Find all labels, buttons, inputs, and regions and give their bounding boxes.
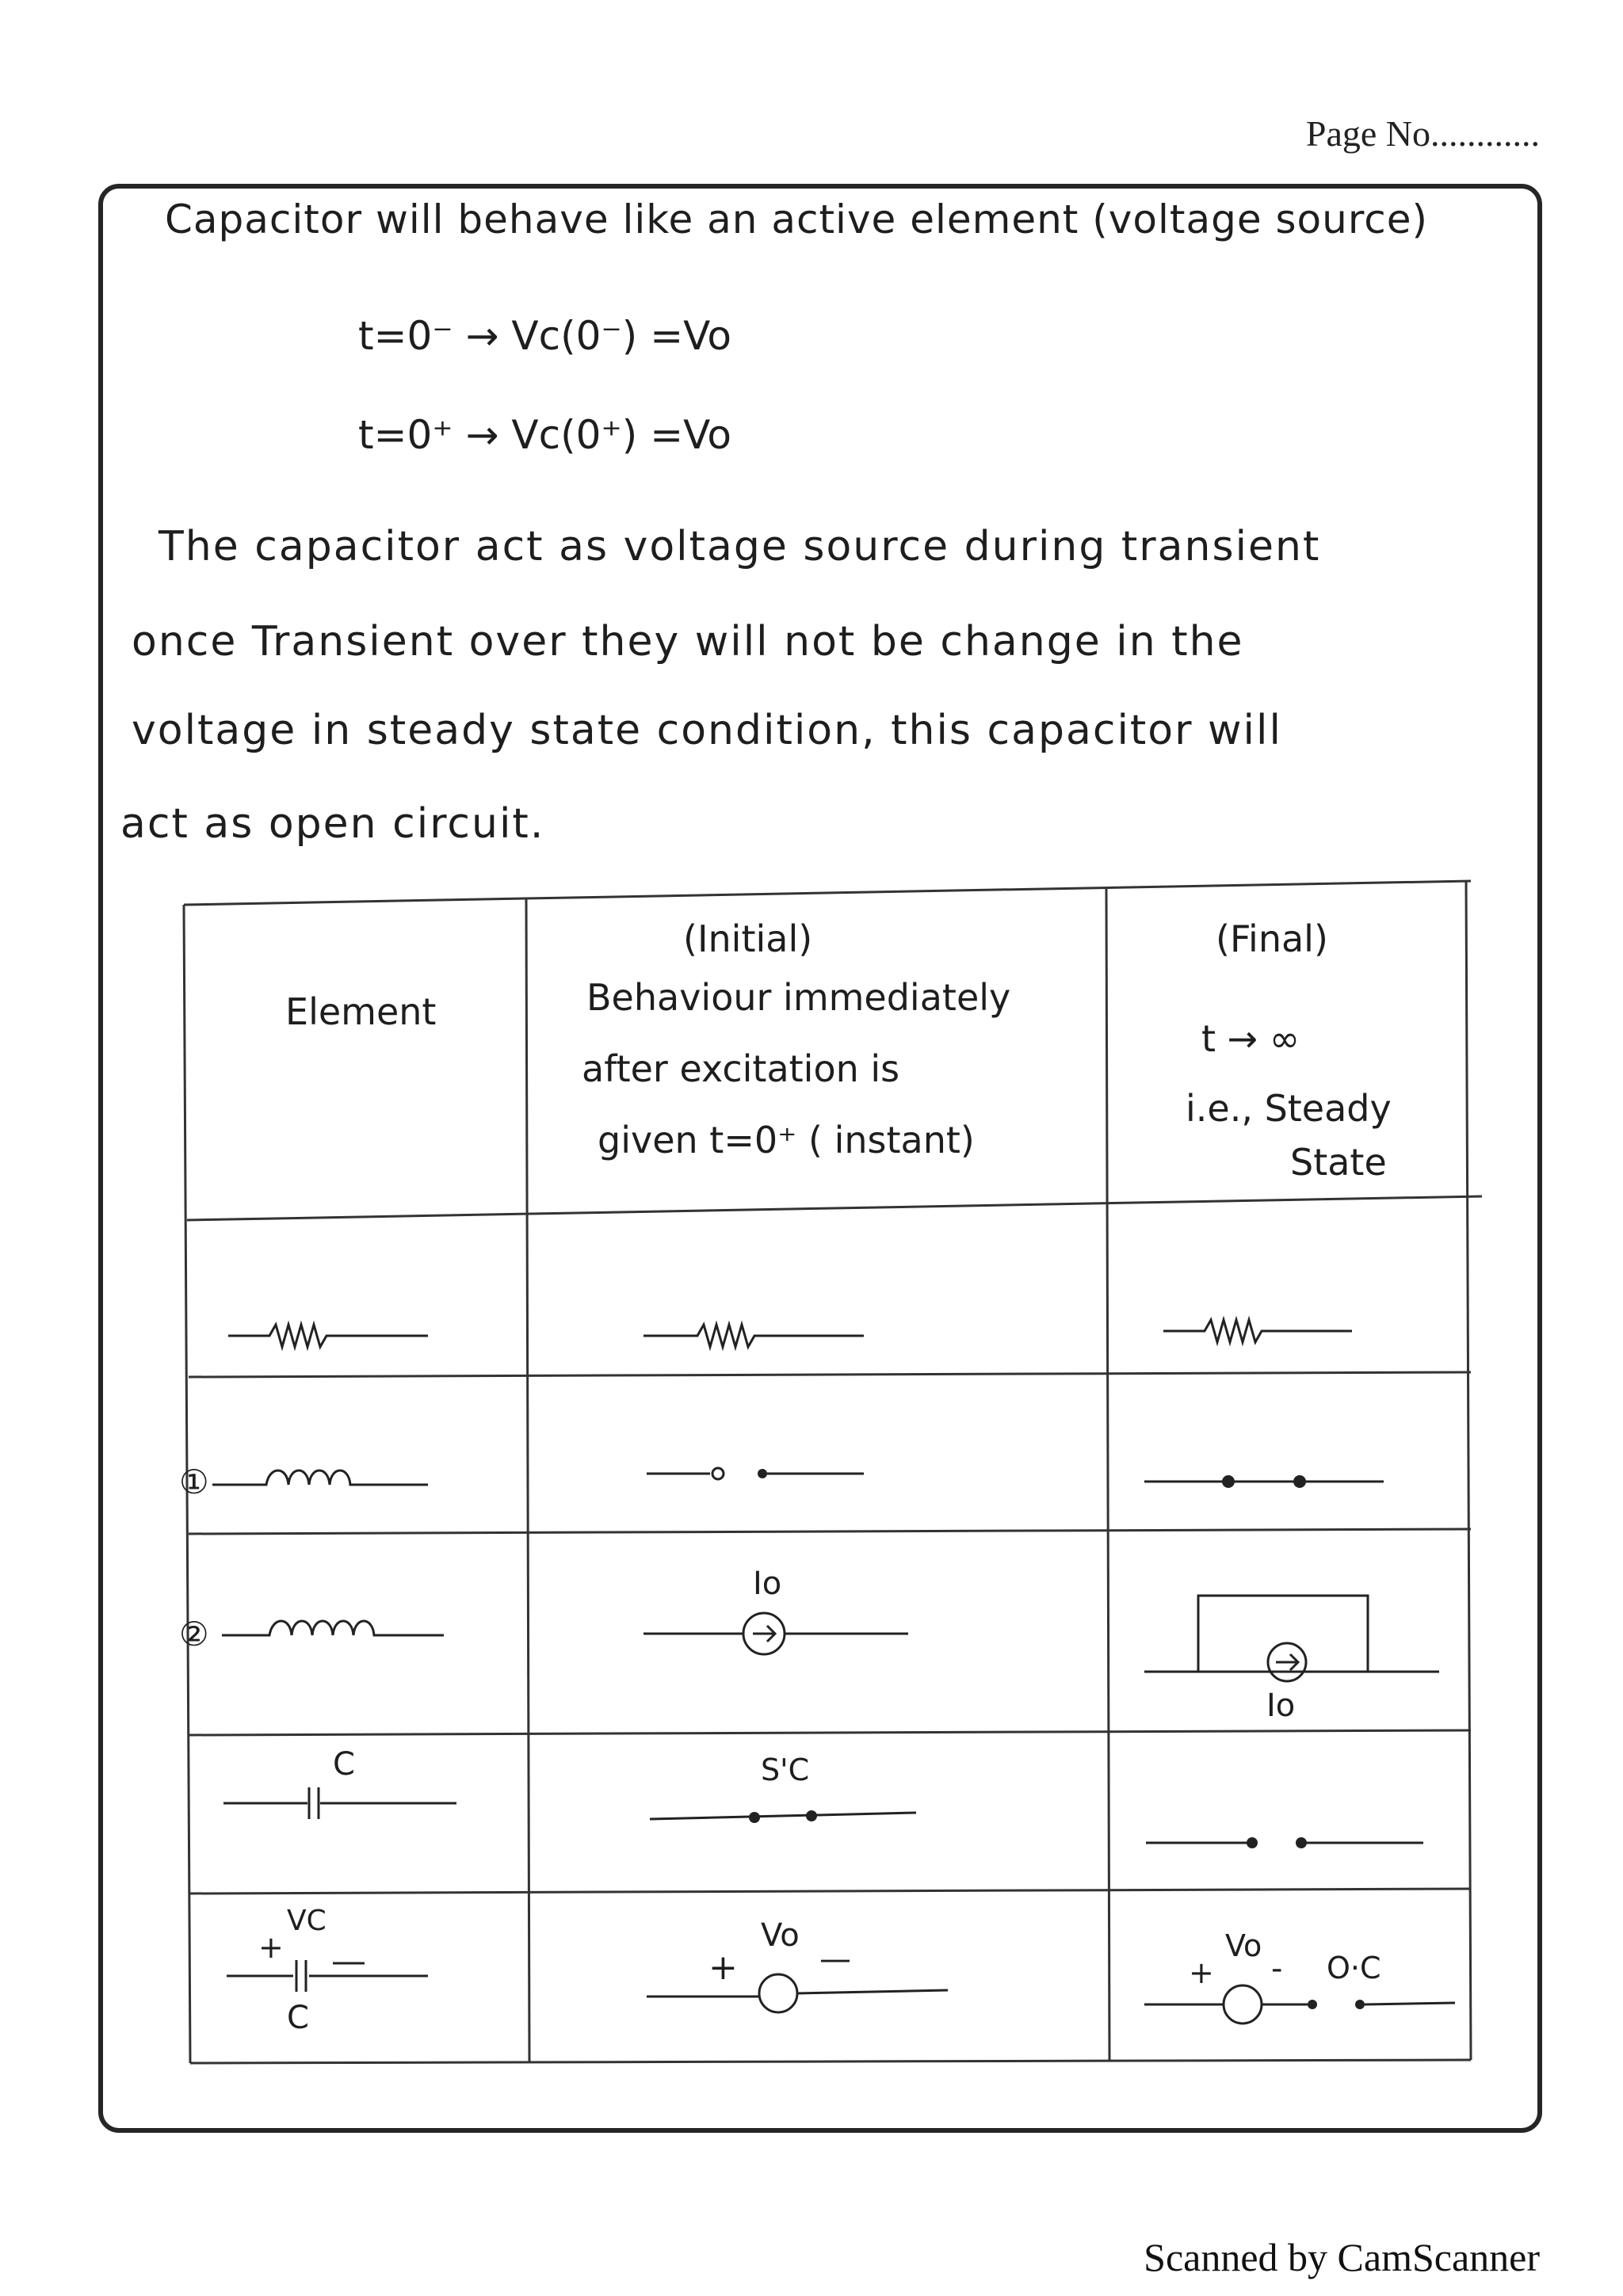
charged-capacitor-label: C bbox=[287, 2000, 309, 2036]
paragraph-line-3: voltage in steady state condition, this capacitor will bbox=[132, 707, 1282, 754]
initial-voltage-label: Vo bbox=[761, 1917, 800, 1954]
note-line-1: Capacitor will behave like an active element (voltage source) bbox=[165, 196, 1429, 242]
row-2-marker: ① bbox=[179, 1463, 209, 1501]
scanner-watermark: Scanned by CamScanner bbox=[1144, 2235, 1540, 2279]
equation-t-0-minus: t=0⁻ → Vc(0⁻) =Vo bbox=[358, 313, 731, 359]
capacitor-symbol-row4 bbox=[223, 1787, 456, 1819]
column-header-final-line-4: State bbox=[1290, 1141, 1387, 1184]
open-circuit-label: O·C bbox=[1327, 1951, 1381, 1985]
resistor-symbol-element bbox=[228, 1325, 428, 1347]
equation-t-0-plus: t=0⁺ → Vc(0⁺) =Vo bbox=[358, 412, 731, 458]
inductor-symbol-row2 bbox=[212, 1470, 428, 1485]
capacitor-voltage-label: VC bbox=[287, 1905, 327, 1937]
final-minus-sign: - bbox=[1271, 1951, 1283, 1987]
current-source-symbol-final bbox=[1144, 1596, 1439, 1681]
capacitor-label: C bbox=[333, 1746, 355, 1783]
short-circuit-symbol-row4 bbox=[650, 1810, 916, 1823]
open-circuit-symbol-row2 bbox=[647, 1468, 864, 1479]
column-header-initial: (Initial) bbox=[683, 917, 813, 960]
inductor-symbol-row3 bbox=[222, 1621, 444, 1635]
column-header-final: (Final) bbox=[1216, 917, 1328, 960]
short-circuit-symbol-row2 bbox=[1144, 1475, 1384, 1488]
paragraph-line-1: The capacitor act as voltage source during transient bbox=[158, 523, 1321, 570]
resistor-symbol-initial bbox=[643, 1325, 864, 1347]
column-header-initial-line-2: Behaviour immediately bbox=[586, 976, 1011, 1019]
column-header-final-line-2: t → ∞ bbox=[1201, 1017, 1300, 1060]
row-3-marker: ② bbox=[179, 1615, 209, 1653]
initial-current-label: Io bbox=[753, 1566, 782, 1602]
current-source-symbol-initial bbox=[643, 1613, 908, 1654]
voltage-source-symbol-final bbox=[1144, 1985, 1455, 2023]
paragraph-line-2: once Transient over they will not be change in the bbox=[132, 618, 1244, 666]
short-circuit-label: S'C bbox=[761, 1753, 810, 1787]
column-header-element: Element bbox=[285, 990, 437, 1033]
open-circuit-symbol-row4 bbox=[1146, 1837, 1423, 1848]
column-header-final-line-3: i.e., Steady bbox=[1186, 1087, 1392, 1130]
capacitor-plus-sign: + bbox=[258, 1930, 284, 1965]
paragraph-line-4: act as open circuit. bbox=[120, 800, 545, 848]
voltage-source-symbol-initial bbox=[647, 1974, 948, 2012]
charged-capacitor-symbol bbox=[227, 1960, 428, 1992]
initial-minus-sign: — bbox=[819, 1941, 851, 1978]
final-current-label: Io bbox=[1266, 1688, 1296, 1724]
final-voltage-label: Vo bbox=[1225, 1928, 1262, 1963]
column-header-initial-line-4: given t=0⁺ ( instant) bbox=[598, 1119, 975, 1161]
page-number-label: Page No............ bbox=[1305, 113, 1540, 154]
column-header-initial-line-3: after excitation is bbox=[582, 1047, 900, 1090]
initial-plus-sign: + bbox=[708, 1947, 738, 1988]
final-plus-sign: + bbox=[1189, 1955, 1214, 1990]
resistor-symbol-final bbox=[1163, 1320, 1352, 1342]
